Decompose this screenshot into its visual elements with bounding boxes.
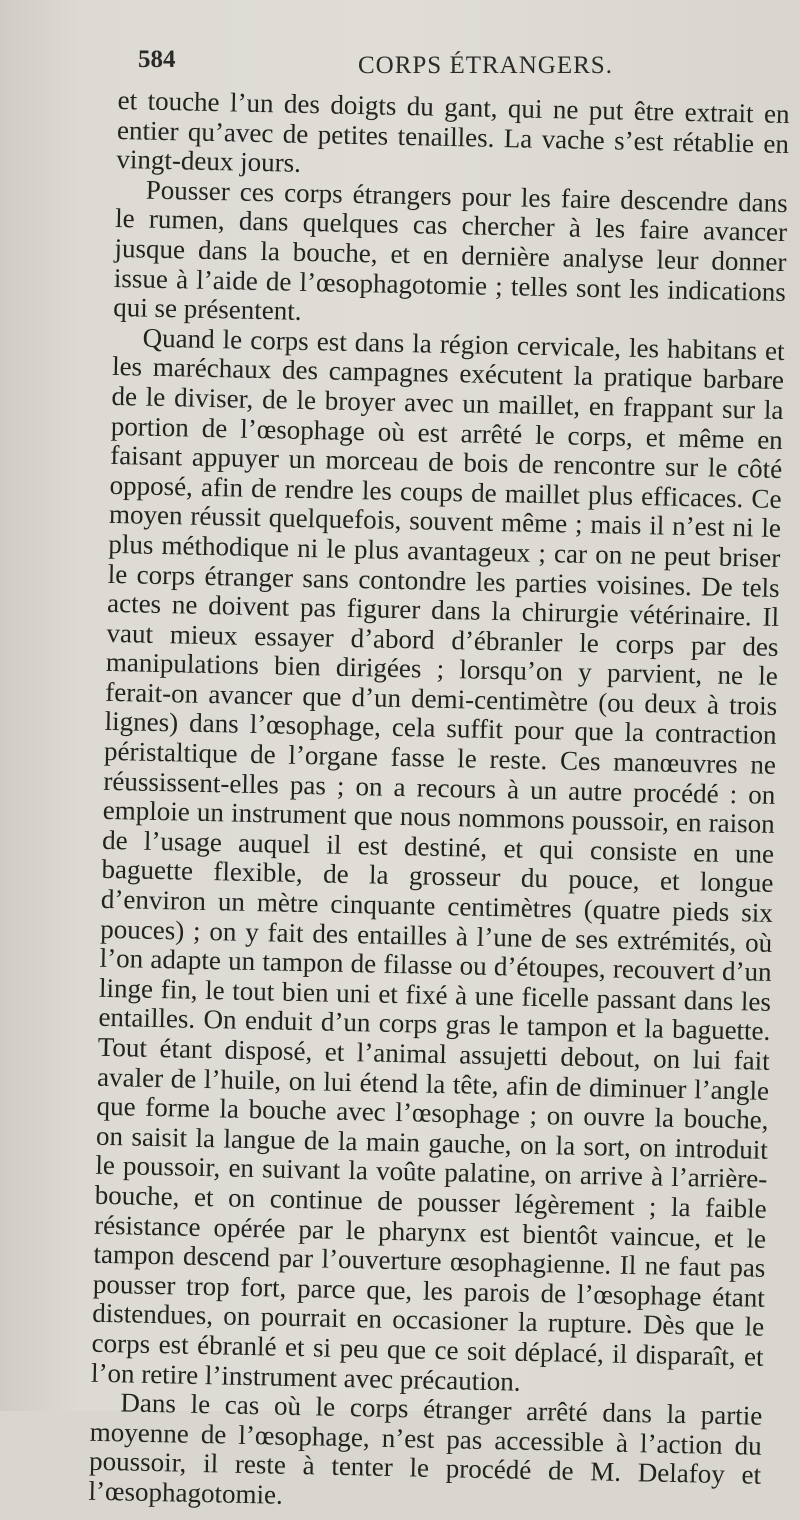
page-number: 584 xyxy=(138,46,176,73)
paragraph-middle-esophagus: Dans le cas où le corps étranger arrêté dans la partie moyenne de l’œsophage, n’est pas accessible à l’action du poussoir, il reste à tenter le procédé de M. Delafoy et l’œsophagotomie. xyxy=(88,1387,763,1510)
body-text xyxy=(88,86,790,1520)
paragraph-cervical-region: Quand le corps est dans la région cervicale, les habitans et les maréchaux des campagnes exécutent la pratique barbare de le diviser, de le broyer avec un maillet, en frappant sur la portion de l’œsophage où est arrêté le corps, et même en faisant appuyer un morceau de bois de rencontre sur le côté opposé, afin de rendre les coups de maillet plus efficaces. Ce moyen réussit quelquefois, souvent même ; mais il n’est ni le plus méthodique ni le plus avantageux ; car on ne peut briser le corps étranger sans contondre les parties voisines. De tels actes ne doivent pas figurer dans la chirurgie vétérinaire. Il vaut mieux essayer d’abord d’ébranler le corps par des manipulations bien dirigées ; lorsqu’on y parvient, ne le ferait-on avancer que d’un demi-centimètre (ou deux à trois lignes) dans l’œsophage, cela suffit pour que la contraction péristaltique de l’organe fasse le reste. Ces manœuvres ne réussissent-elles pas ; on a recours à un autre procédé : on emploie un instrument que nous nommons poussoir, en raison de l’usage auquel il est destiné, et qui consiste en une baguette flexible, de la grosseur du pouce, et longue d’environ un mètre cinquante centimètres (quatre pieds six pouces) ; on y fait des entailles à l’une de ses extrémités, où l’on adapte un tampon de filasse ou d’étoupes, recouvert d’un linge fin, le tout bien uni et fixé à une ficelle passant dans les entailles. On enduit d’un corps gras le tampon et la baguette. Tout étant disposé, et l’animal assujetti debout, on lui fait avaler de l’huile, on lui étend la tête, afin de diminuer l’angle que forme la bouche avec l’œsophage ; on ouvre la bouche, on saisit la langue de la main gauche, on la sort, on introduit le poussoir, en suivant la voûte palatine, on arrive à l’arrière-bouche, et on continue de pousser légèrement ; la faible résistance opérée par le pharynx est bientôt vaincue, et le tampon descend par l’ouverture œsophagienne. Il ne faut pas pousser trop fort, parce que, les parois de l’œsophage étant distendues, on pourrait en occasioner la rupture. Dès que le corps est ébranlé et si peu que ce soit déplacé, il disparaît, et l’on retire l’instrument avec précaution. xyxy=(90,322,785,1397)
page-header xyxy=(138,46,778,82)
running-head: CORPS ÉTRANGERS. xyxy=(358,52,613,79)
paragraph-continued: et touche l’un des doigts du gant, qui ne put être extrait en entier qu’avec de petites tenailles. La vache s’est rétablie en vingt-deux jours. xyxy=(116,85,790,179)
paragraph-indications: Pousser ces corps étrangers pour les faire descendre dans le rumen, dans quelques cas chercher à les faire avancer jusque dans la bouche, et en dernière analyse leur donner issue à l’aide de l’œsophagotomie ; telles sont les indications qui se présentent. xyxy=(113,174,789,327)
